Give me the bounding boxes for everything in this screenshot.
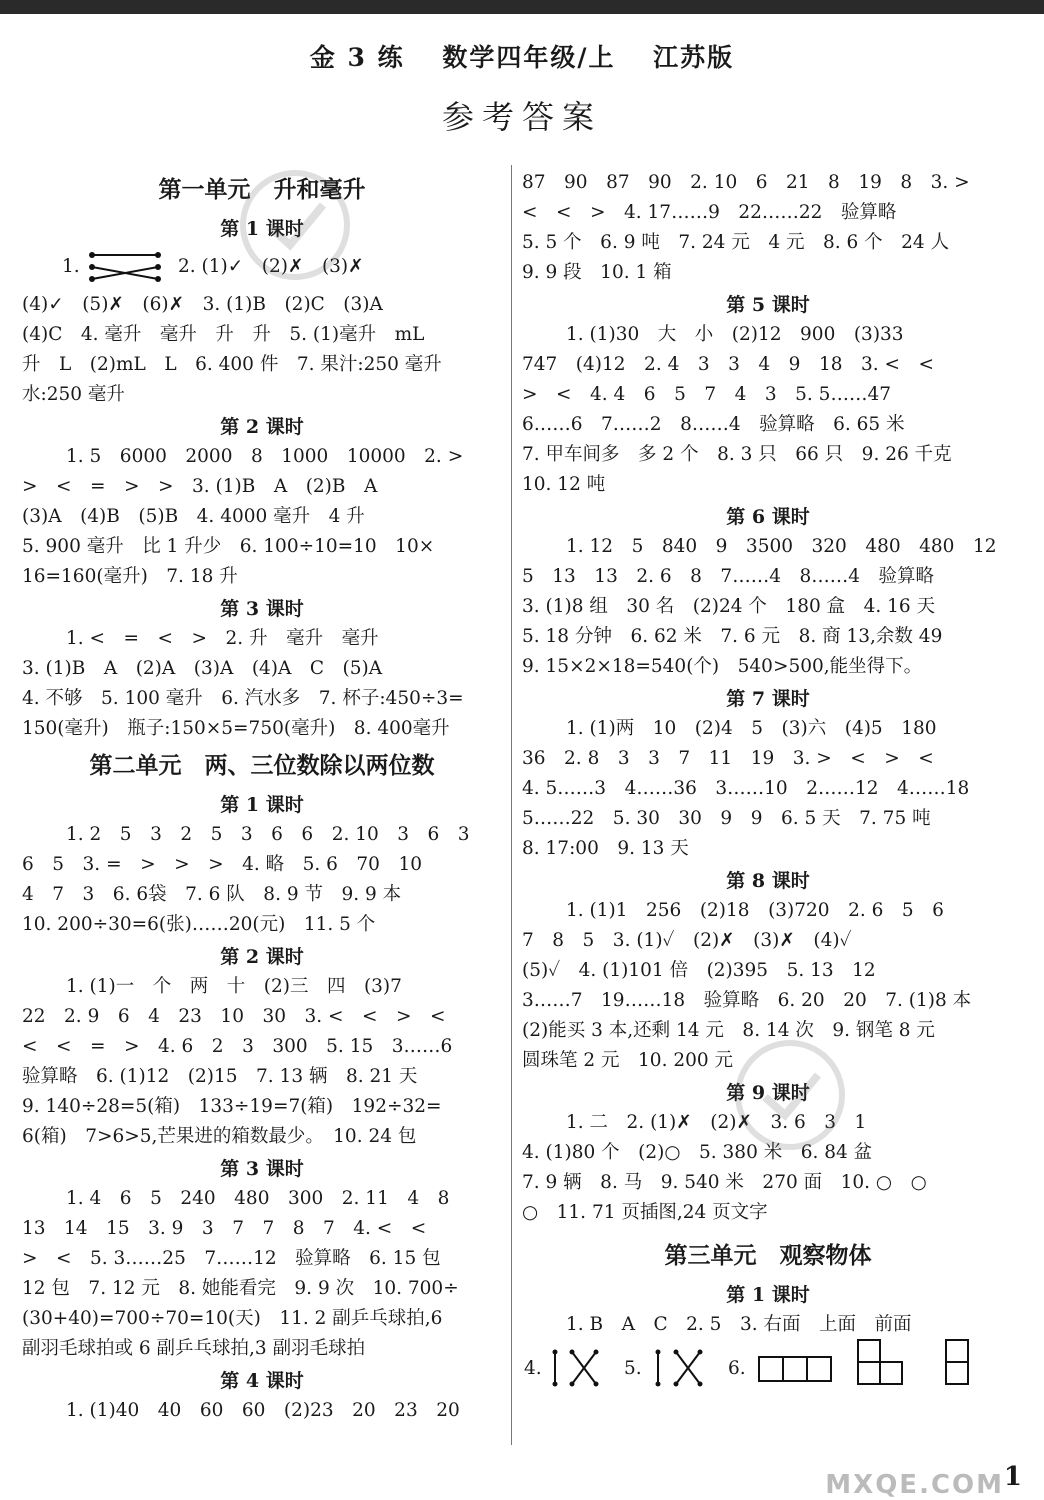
- answer-line: 1. (1)两 10 (2)4 5 (3)六 (4)5 180: [566, 718, 937, 739]
- lesson-title: 第 3 课时: [220, 1158, 304, 1180]
- answer-line: 5. 5 个 6. 9 吨 7. 24 元 4 元 8. 6 个 24 人: [522, 232, 950, 253]
- answer-line: > < 4. 4 6 5 7 4 3 5. 5……47: [522, 384, 891, 405]
- answer-line: < < > 4. 17……9 22……22 验算略: [522, 202, 897, 223]
- answer-line: 13 14 15 3. 9 3 7 7 8 7 4. < <: [22, 1218, 427, 1239]
- answer-line: 圆珠笔 2 元 10. 200 元: [522, 1050, 734, 1071]
- answer-line: 1. 2 5 3 2 5 3 6 6 2. 10 3 6 3: [66, 824, 470, 845]
- answer-line: 1. 4 6 5 240 480 300 2. 11 4 8: [66, 1188, 450, 1209]
- unit-title: 第一单元 升和毫升: [158, 176, 366, 203]
- answer-line: 12 包 7. 12 元 8. 她能看完 9. 9 次 10. 700÷: [22, 1278, 459, 1299]
- lesson-title: 第 9 课时: [726, 1082, 810, 1104]
- cube-view-three-squares: [758, 1356, 832, 1382]
- question-number: 4.: [524, 1358, 542, 1379]
- answer-line: 1. (1)40 40 60 60 (2)23 20 23 20: [66, 1400, 460, 1421]
- question-number: 6.: [728, 1358, 746, 1379]
- figure-answers-row: [522, 1340, 1014, 1398]
- answer-line: 9. 9 段 10. 1 箱: [522, 262, 672, 283]
- answer-line: 16=160(毫升) 7. 18 升: [22, 566, 238, 587]
- watermark-text: MXQE.COM: [825, 1470, 1004, 1500]
- answer-line: 1. 12 5 840 9 3500 320 480 480 12: [566, 536, 997, 557]
- answer-line: (2)能买 3 本,还剩 14 元 8. 14 次 9. 钢笔 8 元: [522, 1020, 935, 1041]
- lesson-title: 第 3 课时: [220, 598, 304, 620]
- answer-line: (4)✓ (5)✗ (6)✗ 3. (1)B (2)C (3)A: [22, 294, 383, 315]
- lesson-title: 第 1 课时: [220, 218, 304, 240]
- answer-line: 6……6 7……2 8……4 验算略 6. 65 米: [522, 414, 905, 435]
- matching-lines-diagram: [550, 1348, 602, 1388]
- lesson-title: 第 5 课时: [726, 294, 810, 316]
- lesson-title: 第 4 课时: [220, 1370, 304, 1392]
- page-subtitle: 参考答案: [441, 98, 602, 136]
- answer-line: 3. (1)B A (2)A (3)A (4)A C (5)A: [22, 658, 383, 679]
- answer-line: 7. 9 辆 8. 马 9. 540 米 270 面 10. ○ ○: [522, 1172, 927, 1193]
- answer-line: 1. B A C 2. 5 3. 右面 上面 前面: [566, 1314, 912, 1335]
- matching-lines-diagram: [650, 1348, 706, 1388]
- column-divider: [511, 165, 512, 1445]
- answer-line: 4 7 3 6. 6袋 7. 6 队 8. 9 节 9. 9 本: [22, 884, 402, 905]
- cube-view-shapes: [856, 1338, 986, 1390]
- answer-line: 87 90 87 90 2. 10 6 21 8 19 8 3. >: [522, 172, 970, 193]
- question-number: 5.: [624, 1358, 642, 1379]
- answer-line: 9. 140÷28=5(箱) 133÷19=7(箱) 192÷32=: [22, 1096, 442, 1117]
- lesson-title: 第 7 课时: [726, 688, 810, 710]
- lesson-title: 第 1 课时: [220, 794, 304, 816]
- lesson-title: 第 6 课时: [726, 506, 810, 528]
- answer-line: 1. < = < > 2. 升 毫升 毫升: [66, 628, 379, 649]
- answer-line: 36 2. 8 3 3 7 11 19 3. > < > <: [522, 748, 934, 769]
- left-column: [22, 168, 502, 1426]
- answer-line: 5. 900 毫升 比 1 升少 6. 100÷10=10 10×: [22, 536, 435, 557]
- lesson-title: 第 8 课时: [726, 870, 810, 892]
- answer-line: 5……22 5. 30 30 9 9 6. 5 天 7. 75 吨: [522, 808, 931, 829]
- watermark-stamp-icon: [235, 165, 355, 285]
- answer-line: 验算略 6. (1)12 (2)15 7. 13 辆 8. 21 天: [22, 1066, 418, 1087]
- answer-line: 4. 5……3 4……36 3……10 2……12 4……18: [522, 778, 970, 799]
- answer-line: 5 13 13 2. 6 8 7……4 8……4 验算略: [522, 566, 935, 587]
- answer-line: 水:250 毫升: [22, 384, 125, 405]
- answer-line: ○ 11. 71 页插图,24 页文字: [522, 1202, 768, 1223]
- right-column: [522, 168, 1014, 1398]
- answer-line: 4. (1)80 个 (2)○ 5. 380 米 6. 84 盆: [522, 1142, 873, 1163]
- answer-line: 6(箱) 7>6>5,芒果进的箱数最少。 10. 24 包: [22, 1126, 417, 1147]
- answer-line: 1. 二 2. (1)✗ (2)✗ 3. 6 3 1: [566, 1112, 867, 1133]
- unit-title: 第二单元 两、三位数除以两位数: [89, 752, 435, 779]
- answer-line: 150(毫升) 瓶子:150×5=750(毫升) 8. 400毫升: [22, 718, 450, 739]
- lesson-title: 第 1 课时: [726, 1284, 810, 1306]
- answer-line: 10. 12 吨: [522, 474, 606, 495]
- answer-line: > < 5. 3……25 7……12 验算略 6. 15 包: [22, 1248, 441, 1269]
- watermark-stamp-icon: [730, 1035, 850, 1155]
- answer-line: 升 L (2)mL L 6. 400 件 7. 果汁:250 毫升: [22, 354, 442, 375]
- answer-line: (4)C 4. 毫升 毫升 升 升 5. (1)毫升 mL: [22, 324, 425, 345]
- answer-line: 3……7 19……18 验算略 6. 20 20 7. (1)8 本: [522, 990, 972, 1011]
- unit-title: 第三单元 观察物体: [664, 1242, 872, 1269]
- answer-line: 22 2. 9 6 4 23 10 30 3. < < > <: [22, 1006, 446, 1027]
- answer-line: 7 8 5 3. (1)✓ (2)✗ (3)✗ (4)✓: [522, 930, 852, 951]
- answer-line: 8. 17:00 9. 13 天: [522, 838, 689, 859]
- answer-line: 1. (1)一 个 两 十 (2)三 四 (3)7: [66, 976, 402, 997]
- top-border: [0, 0, 1044, 14]
- answer-line: 747 (4)12 2. 4 3 3 4 9 18 3. < <: [522, 354, 935, 375]
- answer-line: 副羽毛球拍或 6 副乒乓球拍,3 副羽毛球拍: [22, 1338, 366, 1359]
- answer-line: (30+40)=700÷70=10(天) 11. 2 副乒乓球拍,6: [22, 1308, 443, 1329]
- lesson-title: 第 2 课时: [220, 946, 304, 968]
- answer-line: > < = > > 3. (1)B A (2)B A: [22, 476, 378, 497]
- answer-line: 7. 甲车间多 多 2 个 8. 3 只 66 只 9. 26 千克: [522, 444, 952, 465]
- answer-line: 1. 5 6000 2000 8 1000 10000 2. >: [66, 446, 464, 467]
- matching-lines-diagram: [88, 250, 162, 284]
- answer-line: 9. 15×2×18=540(个) 540>500,能坐得下。: [522, 656, 923, 677]
- answer-line: 1. (1)1 256 (2)18 (3)720 2. 6 5 6: [566, 900, 944, 921]
- answer-line: 1. (1)30 大 小 (2)12 900 (3)33: [566, 324, 904, 345]
- answer-line: (5)✓ 4. (1)101 倍 (2)395 5. 13 12: [522, 960, 876, 981]
- answer-line: (3)A (4)B (5)B 4. 4000 毫升 4 升: [22, 506, 365, 527]
- answer-line: 3. (1)8 组 30 名 (2)24 个 180 盒 4. 16 天: [522, 596, 936, 617]
- answer-line: 6 5 3. = > > > 4. 略 5. 6 70 10: [22, 854, 422, 875]
- answer-line: 10. 200÷30=6(张)……20(元) 11. 5 个: [22, 914, 376, 935]
- page-title: 金 3 练 数学四年级/上 江苏版: [309, 43, 735, 72]
- answer-line: < < = > 4. 6 2 3 300 5. 15 3……6: [22, 1036, 453, 1057]
- answer-text: 2. (1)✓ (2)✗ (3)✗: [178, 256, 364, 277]
- lesson-title: 第 2 课时: [220, 416, 304, 438]
- page-number: 1: [1003, 1462, 1022, 1492]
- answer-line: 5. 18 分钟 6. 62 米 7. 6 元 8. 商 13,余数 49: [522, 626, 943, 647]
- question-number: 1.: [62, 256, 80, 277]
- answer-line: 4. 不够 5. 100 毫升 6. 汽水多 7. 杯子:450÷3=: [22, 688, 464, 709]
